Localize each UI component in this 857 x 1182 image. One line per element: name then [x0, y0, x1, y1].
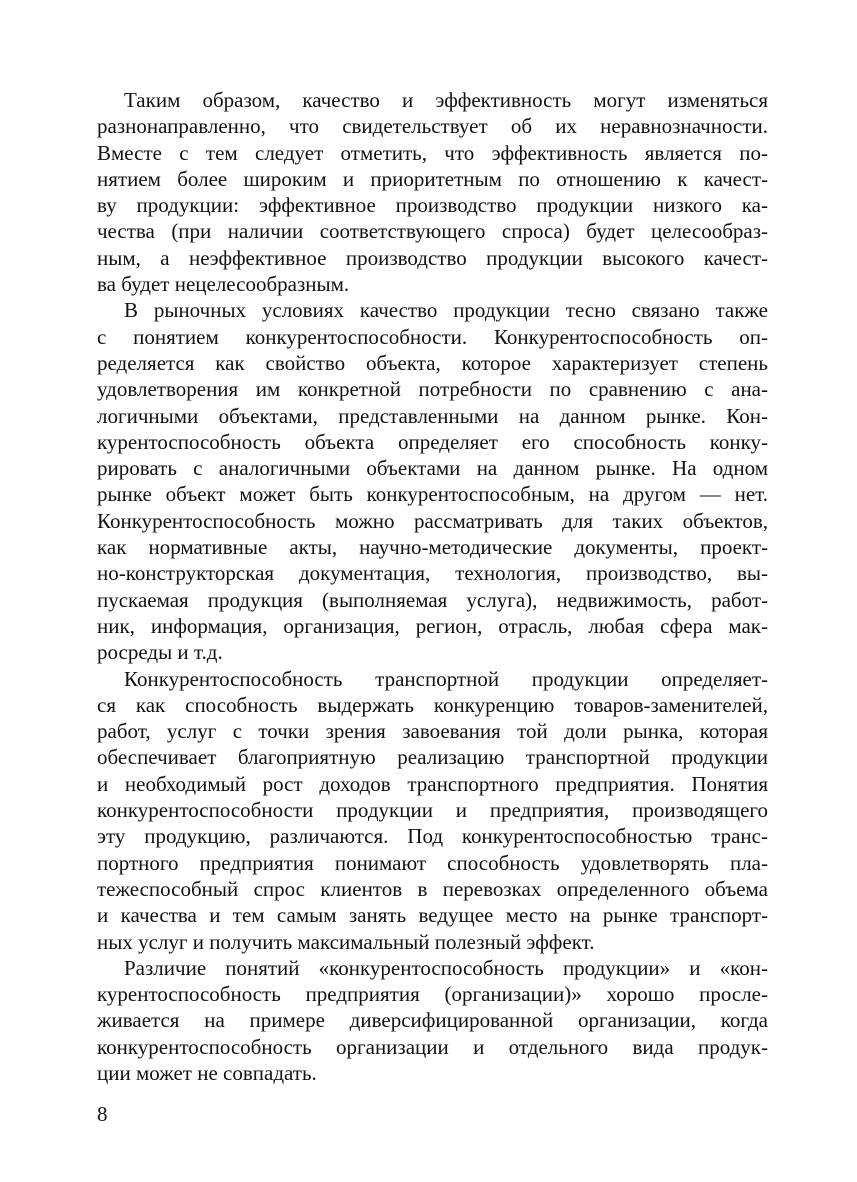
text-line: пускаемая продукция (выполняемая услуга), недвижимость, работ- — [97, 587, 768, 612]
text-line: живается на примере диверсифицированной организации, когда — [97, 1008, 768, 1033]
text-line: рировать с аналогичными объектами на данном рынке. На одном — [97, 456, 768, 481]
text-line: и необходимый рост доходов транспортного предприятия. Понятия — [97, 771, 768, 796]
text-line: Конкурентоспособность можно рассматривать для таких объектов, — [97, 508, 768, 533]
text-line: но-конструкторская документация, технология, производство, вы- — [97, 561, 768, 586]
page-number: 8 — [97, 1102, 108, 1126]
text-line: разнонаправленно, что свидетельствует об их неравнозначности. — [97, 114, 768, 139]
text-line: ным, а неэффективное производство продукции высокого качест- — [97, 245, 768, 270]
paragraph — [97, 955, 768, 1086]
text-line: Таким образом, качество и эффективность могут изменяться — [124, 88, 768, 112]
text-line: ва будет нецелесообразным. — [97, 272, 350, 297]
text-line: конкурентоспособности продукции и предприятия, производящего — [97, 798, 768, 823]
paragraph — [97, 666, 768, 955]
text-line: Различие понятий «конкурентоспособность продукции» и «кон- — [124, 955, 768, 980]
text-line: конкурентоспособность организации и отдельного вида продук- — [97, 1034, 768, 1059]
paragraph — [97, 297, 768, 665]
text-line: курентоспособность предприятия (организации)» хорошо просле- — [97, 982, 768, 1007]
text-line: ву продукции: эффективное производство продукции низкого ка- — [97, 193, 768, 218]
text-line: тежеспособный спрос клиентов в перевозках определенного объема — [97, 876, 768, 901]
text-line: эту продукцию, различаются. Под конкурентоспособностью транс- — [97, 824, 768, 849]
text-line: рынке объект может быть конкурентоспособным, на другом — нет. — [97, 482, 768, 507]
text-line: В рыночных условиях качество продукции тесно связано также — [124, 298, 768, 323]
text-line: ных услуг и получить максимальный полезный эффект. — [97, 929, 595, 954]
text-line: курентоспособность объекта определяет его способность конку- — [97, 429, 768, 454]
text-line: Вместе с тем следует отметить, что эффективность является по- — [97, 140, 768, 165]
text-line: чества (при наличии соответствующего спроса) будет целесообраз- — [97, 219, 768, 244]
text-line: росреды и т.д. — [97, 640, 223, 665]
text-line: обеспечивает благоприятную реализацию транспортной продукции — [97, 745, 768, 770]
text-line: работ, услуг с точки зрения завоевания той доли рынка, которая — [97, 719, 768, 744]
text-line: ции может не совпадать. — [97, 1060, 317, 1085]
text-line: как нормативные акты, научно-методические документы, проект- — [97, 535, 768, 560]
text-line: с понятием конкурентоспособности. Конкурентоспособность оп- — [97, 324, 768, 349]
text-line: нятием более широким и приоритетным по отношению к качест- — [97, 166, 768, 191]
text-line: ся как способность выдержать конкуренцию товаров-заменителей, — [97, 692, 768, 717]
text-line: ределяется как свойство объекта, которое характеризует степень — [97, 350, 768, 375]
text-line: Конкурентоспособность транспортной продукции определяет- — [124, 666, 768, 691]
text-line: и качества и тем самым занять ведущее место на рынке транспорт- — [97, 903, 768, 928]
text-line: удовлетворения им конкретной потребности по сравнению с ана- — [97, 377, 768, 402]
text-line: ник, информация, организация, регион, отрасль, любая сфера мак- — [97, 613, 768, 638]
paragraph — [97, 87, 768, 297]
text-line: логичными объектами, представленными на данном рынке. Кон- — [97, 403, 768, 428]
text-line: портного предприятия понимают способность удовлетворять пла- — [97, 850, 768, 875]
page-body-text — [97, 87, 768, 1086]
